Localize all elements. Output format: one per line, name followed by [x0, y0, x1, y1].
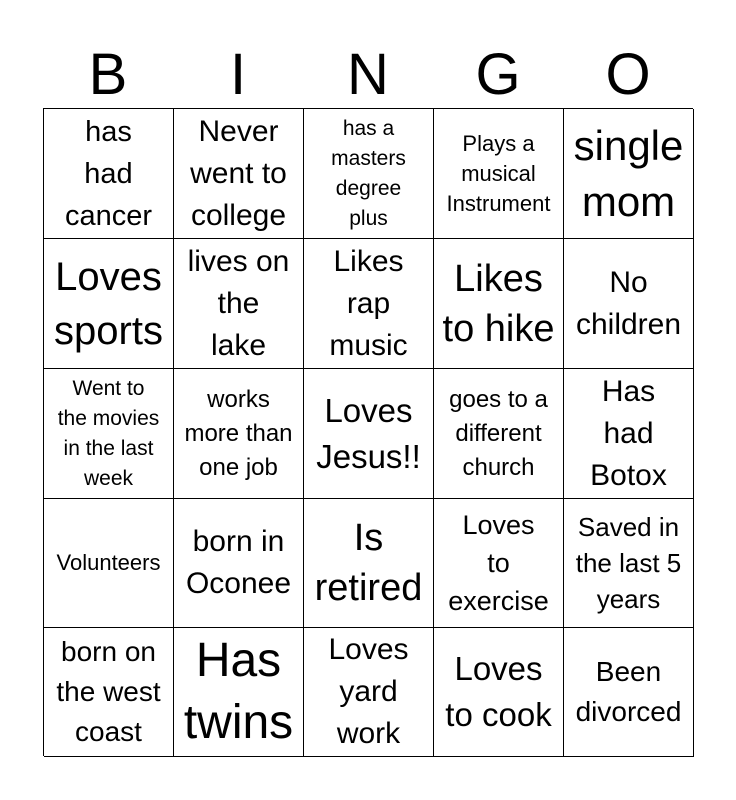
bingo-cell-r1-c1[interactable] — [44, 109, 174, 239]
bingo-cell-r5-c2[interactable] — [174, 628, 304, 757]
header-letter-o: O — [605, 42, 651, 107]
cell-text: born on the west coast — [56, 636, 161, 747]
bingo-cell-r5-c5[interactable] — [564, 628, 694, 757]
cell-text: works more than one job — [184, 385, 293, 481]
header-letter-i: I — [229, 42, 247, 107]
bingo-cell-r3-c4[interactable] — [434, 369, 564, 499]
bingo-cell-r2-c5[interactable] — [564, 239, 694, 369]
bingo-cell-r3-c3[interactable] — [304, 369, 434, 499]
bingo-cell-r4-c1[interactable] — [44, 499, 174, 628]
cell-text: Loves yard work — [328, 633, 409, 750]
bingo-cell-r2-c2[interactable] — [174, 239, 304, 369]
bingo-cell-r1-c5[interactable] — [564, 109, 694, 239]
bingo-cell-r4-c3[interactable] — [304, 499, 434, 628]
cell-text: Been divorced — [575, 656, 682, 727]
cell-text: Loves to cook — [445, 650, 552, 733]
cell-text: lives on the lake — [187, 244, 290, 362]
cell-text: Saved in the last 5 years — [575, 512, 682, 614]
cell-text: has a masters degree plus — [331, 116, 406, 230]
bingo-header — [43, 44, 693, 106]
bingo-cell-r4-c2[interactable] — [174, 499, 304, 628]
bingo-cell-r1-c4[interactable] — [434, 109, 564, 239]
bingo-cell-r2-c1[interactable] — [44, 239, 174, 369]
header-letter-b: B — [88, 42, 128, 107]
cell-text: Volunteers — [56, 550, 161, 575]
cell-text: goes to a different church — [449, 385, 548, 481]
cell-text: Went to the movies in the last week — [57, 376, 160, 490]
cell-text: Never went to college — [190, 114, 287, 232]
bingo-cell-r5-c3[interactable] — [304, 628, 434, 757]
cell-text: Has twins — [183, 634, 294, 749]
bingo-cell-r4-c5[interactable] — [564, 499, 694, 628]
cell-text: Has had Botox — [590, 374, 667, 492]
cell-text: Loves Jesus!! — [316, 391, 421, 475]
header-letter-n: N — [347, 42, 389, 107]
bingo-cell-r5-c1[interactable] — [44, 628, 174, 757]
cell-text: Likes to hike — [442, 257, 555, 350]
bingo-cell-r1-c3[interactable] — [304, 109, 434, 239]
bingo-cell-r3-c5[interactable] — [564, 369, 694, 499]
bingo-cell-r3-c1[interactable] — [44, 369, 174, 499]
bingo-cell-r2-c4[interactable] — [434, 239, 564, 369]
cell-text: born in Oconee — [185, 525, 292, 600]
bingo-cell-r5-c4[interactable] — [434, 628, 564, 757]
bingo-cell-r1-c2[interactable] — [174, 109, 304, 239]
bingo-cell-r2-c3[interactable] — [304, 239, 434, 369]
cell-text: No children — [575, 265, 682, 341]
bingo-cell-r3-c2[interactable] — [174, 369, 304, 499]
cell-text: has had cancer — [64, 115, 153, 232]
cell-text: Likes rap music — [329, 244, 408, 362]
bingo-grid — [43, 108, 693, 756]
cell-text: single mom — [573, 121, 684, 225]
cell-text: Loves sports — [54, 254, 163, 353]
cell-text: Plays a musical Instrument — [446, 130, 551, 216]
cell-text: Loves to exercise — [448, 510, 549, 616]
cell-text: Is retired — [314, 517, 423, 609]
header-letter-g: G — [475, 42, 521, 107]
bingo-cell-r4-c4[interactable] — [434, 499, 564, 628]
